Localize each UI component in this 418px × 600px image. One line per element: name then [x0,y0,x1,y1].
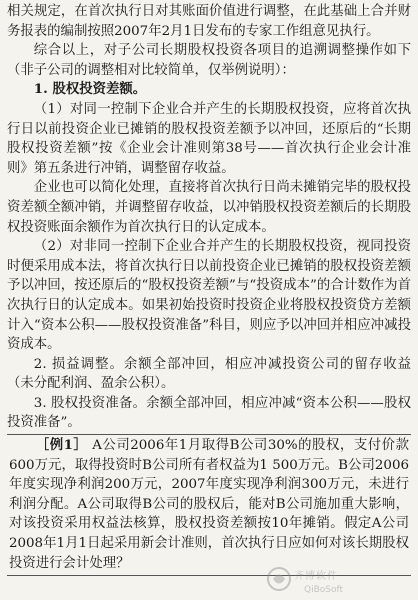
watermark-subtext: QiBoSoft [304,585,344,595]
example-tag: ［例1］ [35,437,88,454]
paragraph-non-same-control: （2）对非同一控制下企业合并产生的长期股权投资，视同投资时便采用成本法，将首次执行日以前投资企业已摊销的股权投资差额予以冲回，按还原后的“股权投资差额”与“投资成本”的合计数作为首次执行日的认定成本。如果初始投资时投资企业将股权投资贷方差额计入“资本公积——股权投资准备”科目，则应予以冲回并相应冲减投资成本。 [7,239,411,353]
watermark-text: 齐博软件 [294,571,338,582]
paragraph-same-control: （1）对同一控制下企业合并产生的长期股权投资，应将首次执行日以前投资企业已摊销的股权投资差额予以冲回，还原后的“长期股权投资差额”按《企业会计准则第38号——首次执行企业会计准则》第五条进行冲销，调整留存收益。 [7,101,411,176]
document-content [7,2,411,576]
example-text: A公司2006年1月取得B公司30%的股权，支付价款600万元，取得投资时B公司所有者权益为1 500万元。B公司2006年度实现净利润200万元，2007年度实现净利润300万元，未进行利润分配。A公司取得B公司的股权后，能对B公司施加重大影响，对该投资采用权益法核算，股权投资差额按10年摊销。假定A公司2008年1月1日起采用新会计准则，首次执行日应如何对该长期股权投资进行会计处理？ [9,438,409,571]
example-box [7,434,411,576]
watermark-logo-icon [264,564,294,594]
paragraph-continuation: 相关规定，在首次执行日对其账面价值进行调整，在此基础上合并财务报表的编制按照2007年2月1日发布的专家工作组意见执行。 [7,4,411,39]
paragraph-equity-reserve: 3. 股权投资准备。余额全部冲回，相应冲减“资本公积——股权投资准备”。 [7,395,411,431]
paragraph-summary: 综合以上，对子公司长期股权投资各项目的追溯调整操作如下（非子公司的调整相对比较简单，仅举例说明）： [7,43,411,78]
paragraph-profit-loss-adjustment: 2. 损益调整。余额全部冲回，相应冲减投资公司的留存收益（未分配利润、盈余公积）。 [7,356,411,392]
paragraph-simplified: 企业也可以简化处理，直接将首次执行日尚未摊销完毕的股权投资差额全额冲销，并调整留存收益，以冲销股权投资差额后的长期股权投资账面余额作为首次执行日的认定成本。 [7,180,411,235]
watermark [264,561,414,597]
heading-equity-investment-difference: 1. 股权投资差额。 [33,81,147,98]
